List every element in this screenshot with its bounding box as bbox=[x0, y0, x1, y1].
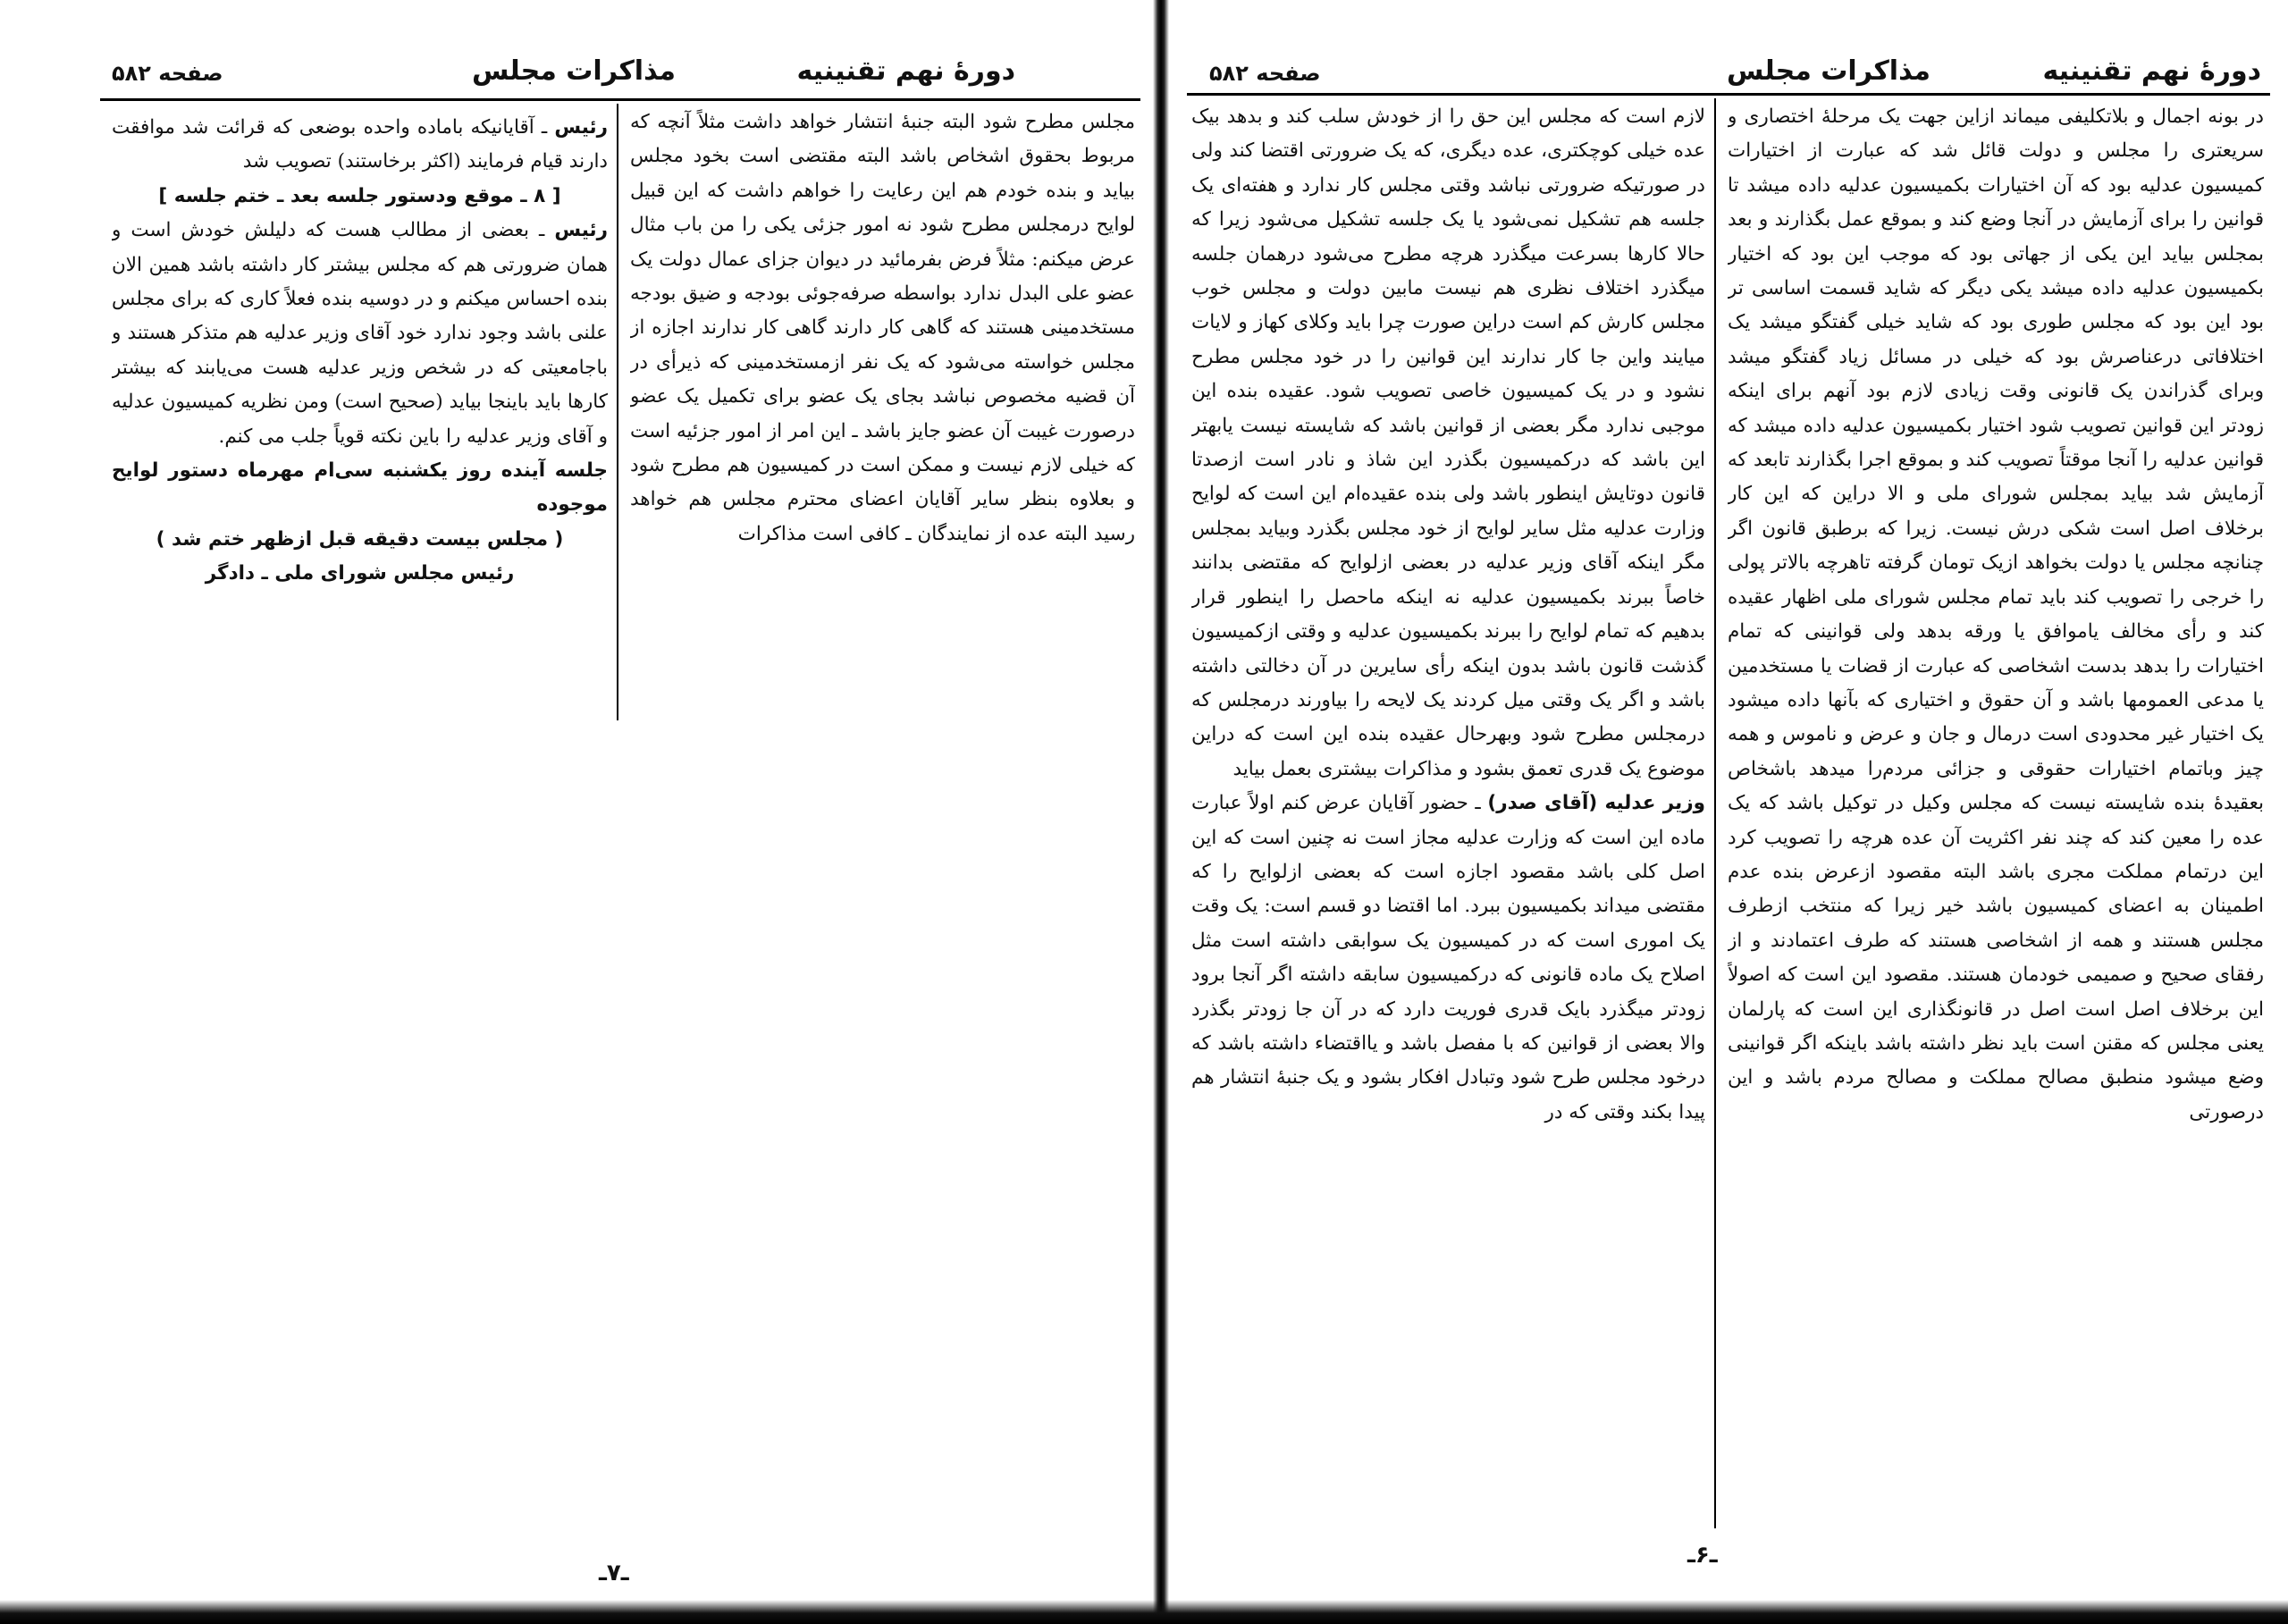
page-label: صفحه ۵۸۲ bbox=[112, 61, 223, 86]
speech-text: ـ آقایانیکه باماده واحده بوضعی که قرائت شد موافقت دارند قیام فرمایند (اکثر برخاستند) تصویب شد bbox=[112, 116, 608, 173]
speech-text: ـ حضور آقایان عرض کنم اولاً عبارت ماده این است که وزارت عدلیه مجاز است نه چنین است که این اصل کلی باشد مقصود اجازه است که بعضی ازلوایح را که مقتضی میداند بکمیسیون ببرد. اما اقتضا دو قسم است: یک وقت یک اموری است که در کمیسیون یک سوابقی داشته است مثل اصلاح یک ماده قانونی که درکمیسیون سابقه داشته اگر آنجا برود زودتر میگذرد بایک قدری فوریت دارد که در آن جا زودتر بگذرد والا بعضی از قوانین که با مفصل باشد و یااقتضاء داشته باشد که درخود مجلس طرح شود وتبادل افکار بشود و یک جنبهٔ انتشار هم پیدا بکند وقتی که در bbox=[1191, 792, 1705, 1123]
speaker-name: رئیس bbox=[554, 219, 608, 242]
paragraph bbox=[112, 214, 608, 454]
session-title: دورهٔ نهم تقنینیه bbox=[796, 55, 1015, 87]
speech-text: ـ بعضی از مطالب هست که دلیلش خودش است و همان ضرورتی هم که مجلس بیشتر کار داشته باشد همین الان بنده احساس میکنم و در دوسیه بنده فعلاً کاری که برای مجلس علنی باشد وجود ندارد خود آقای وزیر عدلیه هم متذکر هستند و باجامعیتی که در شخص وزیر عدلیه هست می‌یابند که بیشتر کارها باید باینجا بیاید (صحیح است) ومن نظریه کمیسیون عدلیه و آقای وزیر عدلیه را باین نکته قویاً جلب می کنم. bbox=[112, 219, 608, 448]
page-number: ـ۷ـ bbox=[599, 1560, 629, 1586]
column-text: مجلس مطرح شود البته جنبهٔ انتشار خواهد داشت مثلاً آنچه که مربوط بحقوق اشخاص باشد البته مقتضی است بخود مجلس بیاید و بنده خودم هم این رعایت را خواهم داشت که این قبیل لوایح درمجلس مطرح شود نه امور جزئی یکی را من باب مثال عرض میکنم: مثلاً فرض بفرمائید در دیوان جزای عمال دولت یک عضو علی البدل ندارد بواسطه صرفه‌جوئی بودجه و ضیق بودجه مستخدمینی هستند که گاهی کار دارند گاهی کار ندارند اجازه از مجلس خواسته می‌شود که یک نفر ازمستخدمینی که ذیرأی در آن قضیه مخصوص نباشد بجای یک عضو برای تکمیل یک عضو درصورت غیبت آن عضو جایز باشد ـ این امر از امور جزئیه است که خیلی لازم نیست و ممکن است در کمیسیون هم مطرح شود و بعلاوه بنظر سایر آقایان اعضای محترم مجلس هم خواهد رسید البته عده از نمایندگان ـ کافی است مذاکرات bbox=[630, 111, 1135, 545]
section-heading: [ ۸ ـ موقع ودستور جلسه بعد ـ ختم جلسه ] bbox=[158, 184, 561, 207]
column-text: در بونه اجمال و بلاتکلیفی میماند ازاین جهت یک مرحلهٔ اختصاری و سریعتری را مجلس و دولت قائل شد که عبارت از اختیارات کمیسیون عدلیه بود که آن اختیارات بکمیسیون عدلیه داده میشد تا قوانین را برای آزمایش در آنجا وضع کند و بموقع عمل بگذارند و بعد بمجلس بیاید این یکی از جهاتی بود که موجب این بود که اختیار بکمیسیون عدلیه داده میشد یکی دیگر که شاید قسمت اساسی تر بود این بود که مجلس طوری بود که شاید خیلی گفتگو میشد یک اختلافاتی درعناصرش بود که خیلی در مسائل زیاد گفتگو میشد وبرای گذراندن یک قانونی وقت زیادی لازم بود آنهم برای اینکه زودتر این قوانین تصویب شود اختیار بکمیسیون عدلیه داده میشد که قوانین عدلیه را آنجا موقتاً تصویب کند و بموقع اجرا بگذارند تابعد که آزمایش شد بیاید بمجلس شورای ملی و الا دراین که این کار برخلاف اصل است شکی درش نیست. زیرا که برطبق قانون اگر چنانچه مجلس یا دولت بخواهد ازیک تومان گرفته تاهرچه بالاتر پولی را خرجی را تصویب کند باید تمام مجلس شورای ملی اظهار عقیده کند و رأی مخالف یاموافق یا ورقه بدهد ولی قوانینی که تمام اختیارات را بدهد بدست اشخاصی که عبارت از قضات یا مستخدمین یا مدعی العمومها باشد و آن حقوق و اختیاری که بآنها داده میشود یک اختیار غیر محدودی است درمال و جان و عرض و ناموس و همه چیز وباتمام اختیارات حقوقی و جزائی مردم‌را میدهد باشخاص بعقیدهٔ بنده شایسته نیست که مجلس وکیل در توکیل باشد که یک عده را معین کند که چند نفر اکثریت آن عده هرچه را تصویب کرد این درتمام مملکت مجری باشد البته مقصود ازعرض بنده عدم اطمینان به اعضای کمیسیون باشد خیر زیرا که منتخب ازطرف مجلس هستند و همه از اشخاصی هستند که طرف اعتمادند و از رفقای صحیح و صمیمی خودمان هستند. مقصود این است که اصولاً این برخلاف اصل است اصل در قانونگذاری این است که پارلمان یعنی مجلس که مقنن است باید نظر داشته باشد باینکه اگر قوانینی وضع میشود منطبق مصالح مملکت و مصالح مردم باشد و این درصورتی bbox=[1728, 105, 2264, 1123]
page-number: ـ۶ـ bbox=[1687, 1542, 1718, 1569]
speaker-name: رئیس bbox=[554, 116, 608, 139]
header-rule bbox=[1187, 93, 2270, 96]
right-page-header bbox=[1169, 55, 2288, 95]
column-divider bbox=[1714, 98, 1716, 1528]
right-page bbox=[1169, 0, 2288, 1624]
left-page-column-left bbox=[112, 111, 608, 728]
right-page-column-left bbox=[1191, 100, 1705, 1526]
session-title: دورهٔ نهم تقنینیه bbox=[2042, 55, 2261, 87]
session-close-note: ( مجلس بیست دقیقه قبل ازظهر ختم شد ) bbox=[156, 527, 564, 551]
right-page-column-right bbox=[1728, 100, 2264, 1526]
left-page-column-right bbox=[630, 105, 1135, 713]
paragraph bbox=[112, 111, 608, 180]
scan-edge-shadow bbox=[0, 1600, 2288, 1624]
header-rule bbox=[100, 98, 1140, 101]
header-title: مذاکرات مجلس bbox=[1726, 55, 1930, 87]
paragraph: لازم است که مجلس این حق را از خودش سلب کند و بدهد بیک عده خیلی کوچکتری، عده دیگری، که یک ضرورتی اقتضا کند ولی در صورتیکه ضرورتی نباشد وقتی مجلس کار ندارد و هفته‌ای یک جلسه هم تشکیل نمی‌شود یا یک جلسه تشکیل می‌شود زیرا که حالا کارها بسرعت میگذرد هرچه مطرح می‌شود درهمان جلسه میگذرد اختلاف نظری هم نیست مابین دولت و مجلس خوب مجلس کارش کم است دراین صورت چرا باید وکلای کهاز و لایات میایند واین جا کار ندارند این قوانین را در خود مجلس مطرح نشود و در یک کمیسیون خاصی تصویب شود. عقیده بنده این موجبی ندارد مگر بعضی از قوانین باشد که شایسته نیست یابهتر این باشد که درکمیسیون بگذرد این شاذ و نادر است ازصدتا قانون دوتایش اینطور باشد ولی بنده عقیده‌ام این است که لوایح وزارت عدلیه مثل سایر لوایح از خود مجلس بگذرد وبیاید بمجلس مگر اینکه آقای وزیر عدلیه در بعضی ازلوایح که مقتضی بدانند خاصاً ببرند بکمیسیون عدلیه نه اینکه ماحصل را اینطور قرار بدهیم که تمام لوایح را ببرند بکمیسیون عدلیه و وقتی ازکمیسیون گذشت قانون باشد بدون اینکه رأی سایرین در آن دخالتی داشته باشد و اگر یک وقتی میل کردند یک لایحه را بیاورند درمجلس که درمجلس مطرح شود وبهرحال عقیده بنده این است که دراین موضوع یک قدری تعمق بشود و مذاکرات بیشتری بعمل بیاید bbox=[1191, 105, 1705, 780]
book-spine bbox=[1153, 0, 1169, 1624]
next-session-note: جلسه آینده روز یکشنبه سی‌ام مهرماه دستور لوایح موجوده bbox=[112, 459, 608, 517]
signature-line: رئیس مجلس شورای ملی ـ دادگر bbox=[205, 562, 515, 585]
header-title: مذاکرات مجلس bbox=[471, 55, 676, 87]
speaker-name: وزیر عدلیه (آقای صدر) bbox=[1487, 792, 1705, 815]
paragraph bbox=[1191, 787, 1705, 1130]
left-page-header bbox=[0, 55, 1158, 95]
column-divider bbox=[617, 104, 618, 720]
page-label: صفحه ۵۸۲ bbox=[1209, 61, 1321, 86]
